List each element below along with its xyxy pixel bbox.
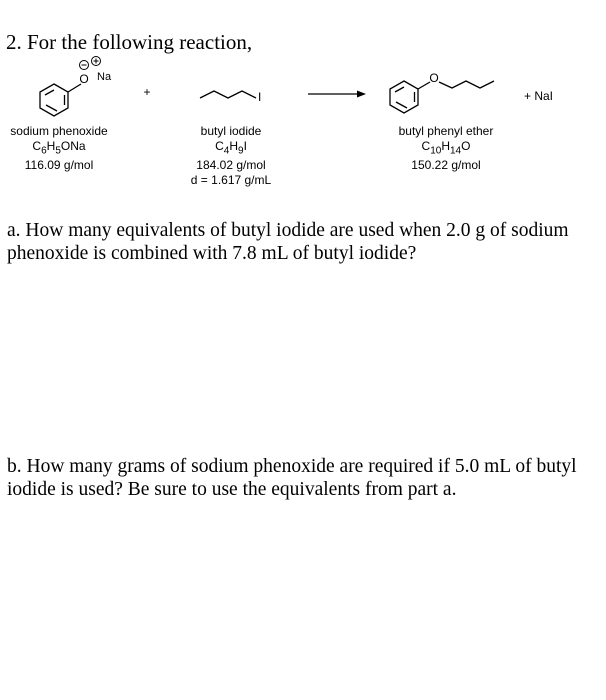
reactant-2-name: butyl iodide: [200, 124, 262, 138]
product-benzene-ring: [390, 81, 418, 113]
question-title: 2. For the following reaction,: [6, 30, 253, 54]
product-butyl-chain: [439, 81, 494, 88]
iodine-label: I: [258, 90, 262, 104]
reactant-1-info: [0, 124, 118, 173]
reactant-2-molar-mass: 184.02 g/mol: [196, 158, 266, 173]
butyl-iodide-chain: [200, 91, 256, 98]
product-molar-mass: 150.22 g/mol: [411, 158, 481, 173]
plus-sign-1: +: [143, 85, 151, 99]
product-ether-chain: [418, 82, 430, 89]
reaction-arrow: [308, 91, 366, 98]
sodium-iodide-byproduct: + NaI: [524, 89, 554, 103]
reactant-2-density: d = 1.617 g/mL: [190, 173, 272, 188]
sodium-counterion-label: Na: [97, 71, 112, 83]
product-oxygen-label: O: [429, 71, 439, 85]
negative-charge-icon: [80, 61, 89, 70]
question-part-a: a. How many equivalents of butyl iodide are used when 2.0 g of sodium phenoxide is combined with 7.8 mL of butyl iodide?: [7, 220, 569, 264]
phenoxide-oxygen-label: O: [79, 72, 89, 86]
reaction-scheme: [0, 55, 606, 125]
reactant-1-molar-mass: 116.09 g/mol: [24, 158, 94, 173]
product-info: [380, 124, 512, 173]
product-formula: $C_{10}H_{14}O$: [421, 139, 471, 157]
reactant-2-info: [172, 124, 290, 188]
phenoxide-benzene-ring: [40, 84, 81, 116]
positive-charge-icon: [92, 57, 101, 66]
product-name: butyl phenyl ether: [398, 124, 494, 138]
reactant-1-formula: $C_6H_5ONa$: [32, 139, 86, 157]
question-part-b: b. How many grams of sodium phenoxide are required if 5.0 mL of butyl iodide is used? Be sure to use the equivalents from part a.: [7, 456, 577, 500]
reactant-1-name: sodium phenoxide: [10, 124, 108, 138]
reactant-2-formula: $C_4H_9I$: [215, 139, 247, 157]
